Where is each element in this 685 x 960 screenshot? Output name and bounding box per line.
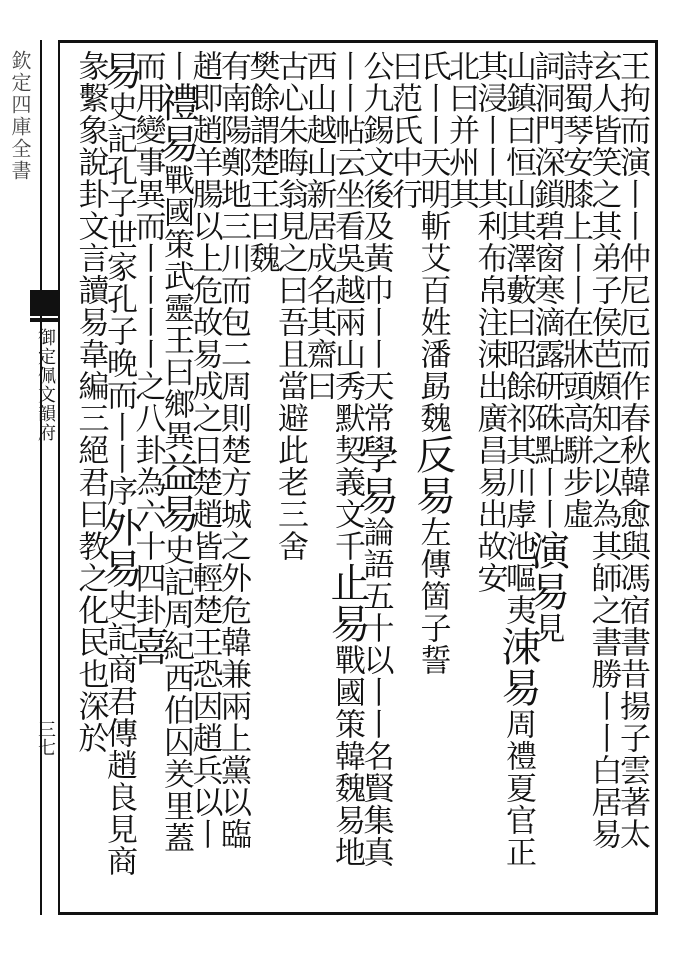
entry-text: 君曰教之化民也深於	[72, 466, 109, 754]
entry-text: 史記孔子世家孔子晚而丨丨序	[101, 91, 137, 507]
entry-headword: 涑易	[495, 626, 541, 708]
entry-text: 氏丨丨天明斬艾百姓潘勗魏	[414, 50, 451, 434]
entry-text: 戰國策武靈王曰鄉異	[158, 164, 194, 452]
entry-headword: 外易	[96, 507, 142, 589]
frame-bottom-border	[58, 912, 658, 915]
entry-text: 西山越山新居成名其齋曰	[300, 50, 337, 402]
entry-headword: 益易	[153, 452, 199, 534]
entry-text: 詩蜀琴安膝上丨丨在牀頭高駢步虛	[557, 50, 593, 530]
entry-headword: 易	[96, 50, 142, 91]
entry-text: 史記商君傳趙良見商	[101, 589, 137, 877]
entry-text: 丨	[158, 50, 194, 82]
entry-text: 趙即趙羊腸以上危故易成之日楚趙皆輕楚王恐因趙兵以丨	[186, 50, 223, 850]
frame-left-border	[58, 40, 60, 915]
entry-text: 丨丨之八卦為六十四卦	[129, 306, 166, 626]
running-head: 欽定四庫全書	[8, 50, 32, 182]
entry-text: 彖繫象說卦文言讀易韋編三絕	[72, 50, 109, 466]
margin-rule	[40, 40, 42, 915]
entry-text: 玄人皆笑之其弟子侯芭頗知之以為其師之書勝丨丨白居易	[585, 50, 622, 850]
entry-text: 北曰并州其	[443, 50, 479, 210]
entry-text: 樊餘謂楚王曰魏	[243, 50, 280, 274]
book-title: 御定佩文韻府	[35, 328, 56, 442]
page-number: 三七	[35, 720, 56, 756]
entry-text: 而用變事異而丨丨	[129, 50, 166, 306]
entry-text: 曰范氏中行	[386, 50, 422, 210]
entry-text: 王拘而演丨丨仲尼厄而作春秋韓愈與馮宿書昔揚子雲著太	[614, 50, 650, 850]
fishtail-mark-lower	[30, 318, 60, 322]
entry-headword: 反易	[409, 434, 456, 516]
entry-text: 公九錫文後及黃巾丨丨天常	[357, 50, 394, 434]
entry-text: 詞洞門深鎖碧窗寒滴露研硃點丨丨	[528, 50, 565, 530]
fishtail-mark	[30, 290, 60, 316]
entry-text: 史記周紀西伯囚羑里蓋	[158, 534, 194, 854]
entry-headword: 禮易	[153, 82, 199, 164]
entry-text: 周禮夏官正	[500, 708, 536, 868]
entry-headword: 演易	[523, 530, 570, 612]
entry-text: 左傳箇子誓	[414, 516, 451, 676]
frame-right-border	[655, 40, 658, 915]
entry-headword: 止易	[324, 562, 370, 644]
entry-text: 山鎮曰恒山其澤藪曰昭餘祁其川虖池嘔夷	[500, 50, 536, 626]
entry-text: 見	[528, 612, 565, 644]
entry-text: 戰國策韓魏易地	[329, 644, 365, 868]
text-column	[71, 50, 111, 908]
entry-headword: 喜	[124, 626, 171, 667]
entry-text: 其浸丨丨其利布帛注涑出廣昌易出故安	[471, 50, 508, 594]
entry-text: 丨丨帖云坐看吳越兩山秀默契義文千	[329, 50, 365, 562]
entry-text: 論語五十以丨丨名賢集真	[357, 516, 394, 868]
entry-headword: 學易	[352, 434, 399, 516]
frame-top-border	[58, 40, 658, 43]
entry-text: 有南陽鄭地三川而包二周則楚方城之外危韓兼兩上黨以臨	[215, 50, 251, 850]
entry-text: 古心朱晦翁見之曰吾且當避此老三舍	[272, 50, 308, 562]
